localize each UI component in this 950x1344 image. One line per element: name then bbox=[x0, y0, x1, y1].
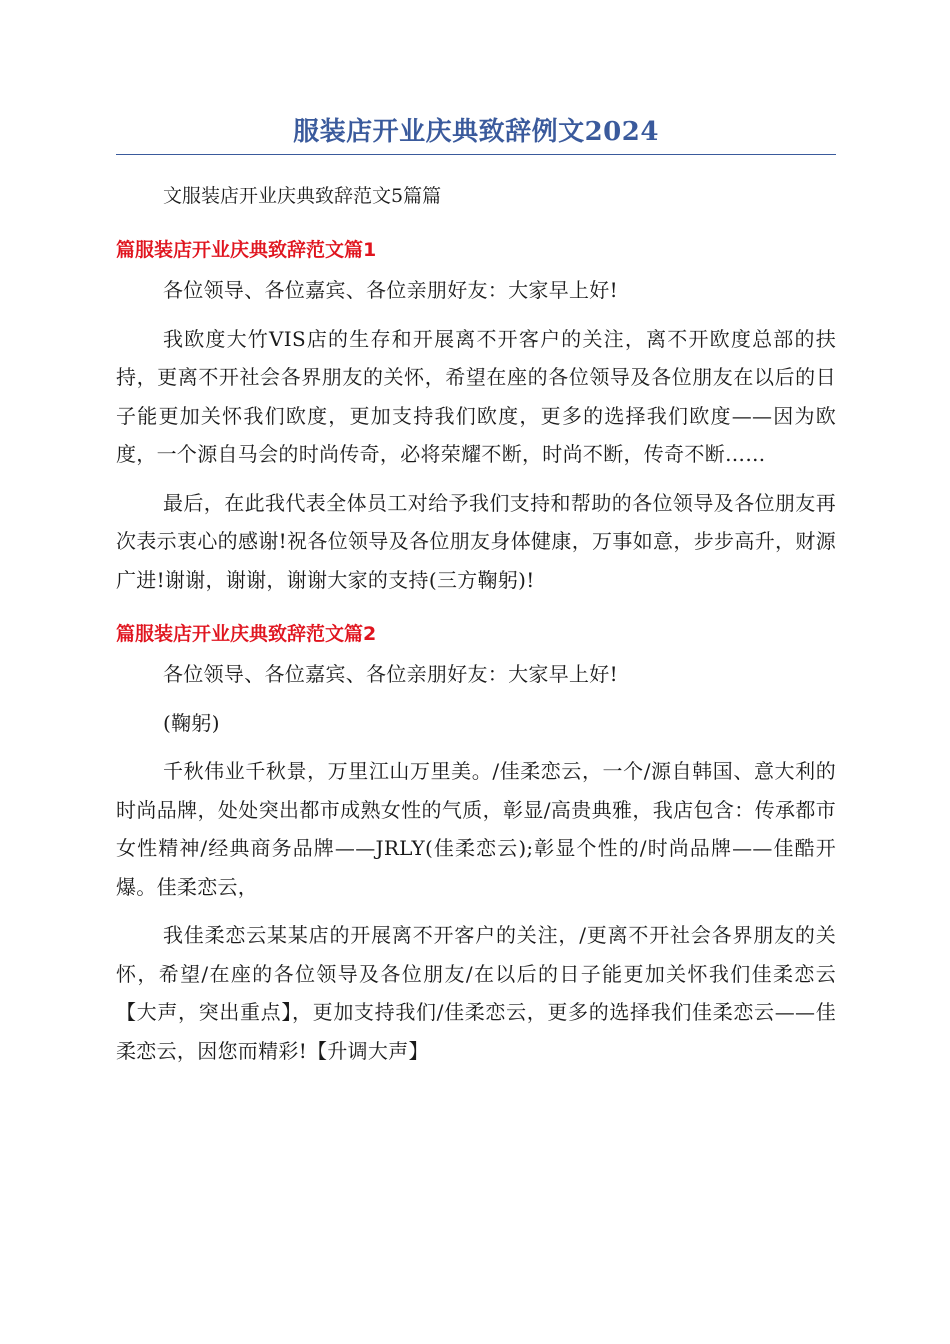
paragraph: 千秋伟业千秋景，万里江山万里美。/佳柔恋云，一个/源自韩国、意大利的时尚品牌，处处突出都市成熟女性的气质，彰显/高贵典雅，我店包含：传承都市女性精神/经典商务品牌——JRLY(佳柔恋云);彰显个性的/时尚品牌——佳酷开爆。佳柔恋云， bbox=[116, 759, 836, 899]
document-page bbox=[116, 112, 836, 1070]
paragraph: 各位领导、各位嘉宾、各位亲朋好友：大家早上好! bbox=[163, 278, 618, 302]
document-title: 服装店开业庆典致辞例文2024 bbox=[116, 112, 836, 155]
paragraph: (鞠躬) bbox=[163, 710, 220, 735]
section-heading: 篇服装店开业庆典致辞范文篇2 bbox=[116, 623, 377, 645]
paragraph: 各位领导、各位嘉宾、各位亲朋好友：大家早上好! bbox=[163, 662, 618, 686]
paragraph: 我佳柔恋云某某店的开展离不开客户的关注，/更离不开社会各界朋友的关怀，希望/在座的各位领导及各位朋友/在以后的日子能更加关怀我们佳柔恋云【大声，突出重点】，更加支持我们/佳柔恋云，更多的选择我们佳柔恋云——佳柔恋云，因您而精彩!【升调大声】 bbox=[116, 923, 836, 1063]
section-2 bbox=[116, 615, 836, 1070]
section-1 bbox=[116, 231, 836, 599]
document-subtitle: 文服装店开业庆典致辞范文5篇篇 bbox=[163, 185, 442, 207]
section-heading: 篇服装店开业庆典致辞范文篇1 bbox=[116, 239, 377, 261]
paragraph: 我欧度大竹VIS店的生存和开展离不开客户的关注，离不开欧度总部的扶持，更离不开社会各界朋友的关怀，希望在座的各位领导及各位朋友在以后的日子能更加关怀我们欧度，更加支持我们欧度，更多的选择我们欧度——因为欧度，一个源自马会的时尚传奇，必将荣耀不断，时尚不断，传奇不断…… bbox=[116, 326, 836, 466]
paragraph: 最后，在此我代表全体员工对给予我们支持和帮助的各位领导及各位朋友再次表示衷心的感谢!祝各位领导及各位朋友身体健康，万事如意，步步高升，财源广进!谢谢，谢谢，谢谢大家的支持(三方鞠躬)! bbox=[116, 490, 836, 592]
